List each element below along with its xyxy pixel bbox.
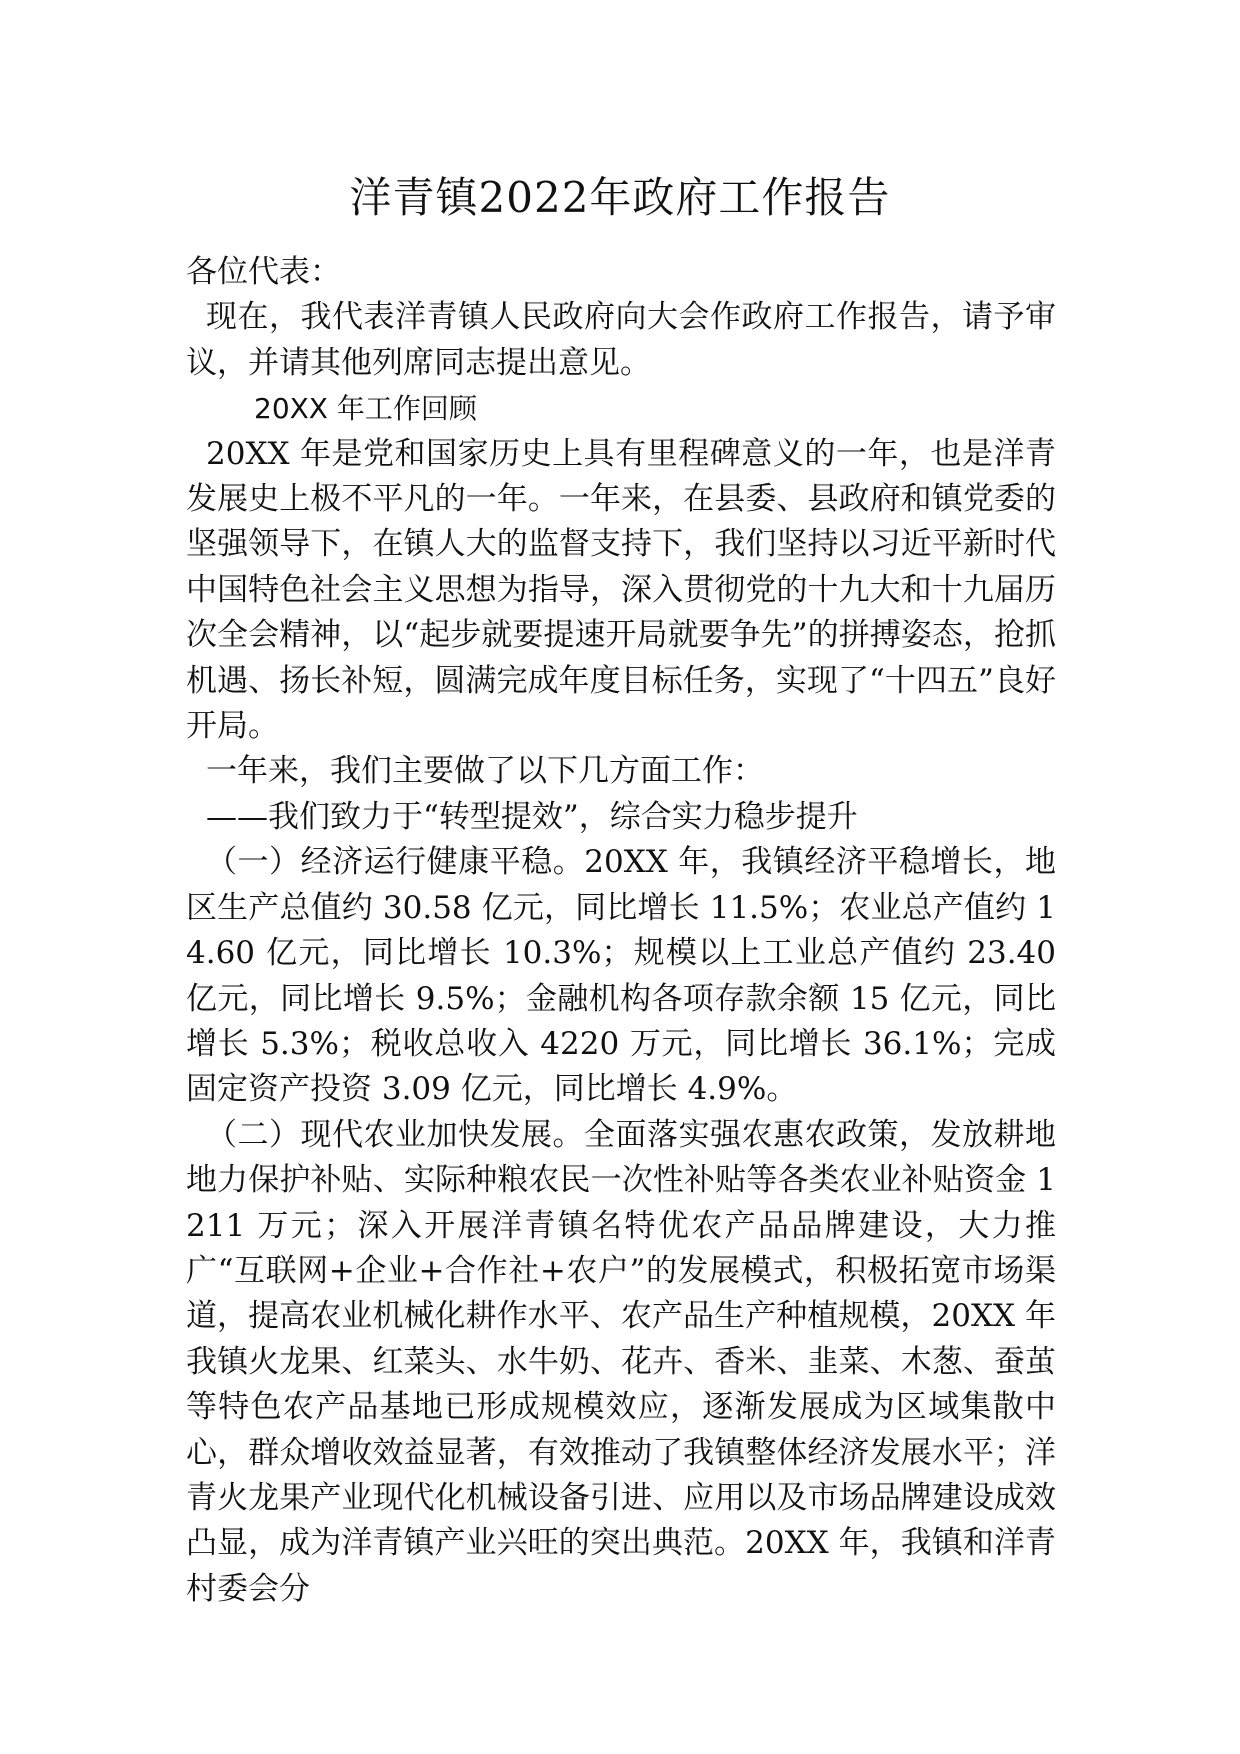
paragraph-theme: ——我们致力于“转型提效”，综合实力稳步提升	[206, 798, 858, 835]
section-heading-review: 20XX 年工作回顾	[254, 392, 477, 426]
paragraph-work-summary: 一年来，我们主要做了以下几方面工作：	[206, 753, 764, 790]
salutation: 各位代表：	[186, 254, 341, 290]
paragraph-intro: 现在，我代表洋青镇人民政府向大会作政府工作报告，请予审议，并请其他列席同志提出意见。	[186, 299, 1056, 381]
document-title: 洋青镇2022年政府工作报告	[349, 173, 891, 222]
paragraph-agriculture: （二）现代农业加快发展。全面落实强农惠农政策，发放耕地地力保护补贴、实际种粮农民一次性补贴等各类农业补贴资金 1211 万元；深入开展洋青镇名特优农产品品牌建设，大力推广“互联网+企业+合作社+农户”的发展模式，积极拓宽市场渠道，提高农业机械化耕作水平、农产品生产种植规模，20XX 年我镇火龙果、红菜头、水牛奶、花卉、香米、韭菜、木葱、蚕茧等特色农产品基地已形成规模效应，逐渐发展成为区域集散中心，群众增收效益显著，有效推动了我镇整体经济发展水平；洋青火龙果产业现代化机械设备引进、应用以及市场品牌建设成效凸显，成为洋青镇产业兴旺的突出典范。20XX 年，我镇和洋青村委会分	[186, 1116, 1056, 1607]
paragraph-overview: 20XX 年是党和国家历史上具有里程碑意义的一年，也是洋青发展史上极不平凡的一年。一年来，在县委、县政府和镇党委的坚强领导下，在镇人大的监督支持下，我们坚持以习近平新时代中国特色社会主义思想为指导，深入贯彻党的十九大和十九届历次全会精神，以“起步就要提速开局就要争先”的拼搏姿态，抢抓机遇、扬长补短，圆满完成年度目标任务，实现了“十四五”良好开局。	[186, 435, 1056, 745]
paragraph-economy: （一）经济运行健康平稳。20XX 年，我镇经济平稳增长，地区生产总值约 30.58 亿元，同比增长 11.5%；农业总产值约 14.60 亿元，同比增长 10.3%；规模以上工业总产值约 23.40 亿元，同比增长 9.5%；金融机构各项存款余额 15 亿元，同比增长 5.3%；税收总收入 4220 万元，同比增长 36.1%；完成固定资产投资 3.09 亿元，同比增长 4.9%。	[186, 844, 1056, 1108]
document-body	[186, 250, 1056, 1612]
